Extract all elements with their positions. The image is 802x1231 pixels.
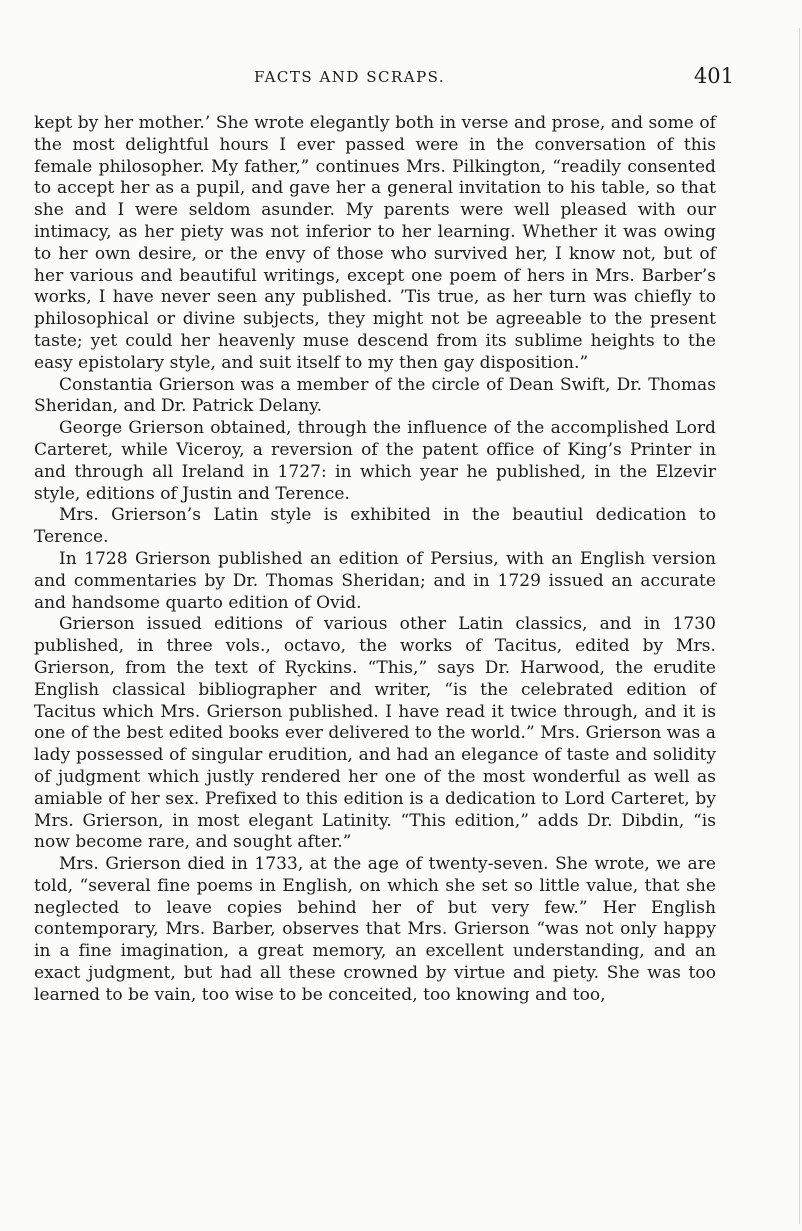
paragraph-tacitus: Grierson issued editions of various other Latin classics, and in 1730 published, in three vols., octavo, the works of Tacitus, edited by Mrs. Grierson, from the text of Ryckins. “This,” says Dr. Harwood, the erudite English classical bibliographer and writer, “is the celebrated edition of Tacitus which Mrs. Grierson published. I have read it twice through, and it is one of the best edited books ever delivered to the world.” Mrs. Grierson was a lady possessed of singular erudition, and had an elegance of taste and solidity of judgment which justly rendered her one of the most wonderful as well as amiable of her sex. Prefixed to this edition is a dedication to Lord Carteret, by Mrs. Grierson, in most elegant Latinity. “This edition,” adds Dr. Dibdin, “is now become rare, and sought after.” xyxy=(34,614,716,853)
paragraph-swift-circle: Constantia Grierson was a member of the circle of Dean Swift, Dr. Thomas Sheridan, and Dr. Patrick Delany. xyxy=(34,374,716,417)
paragraph-continued-quote: kept by her mother.’ She wrote elegantly both in verse and prose, and some of the most delightful hours I ever passed were in the conversation of this female philosopher. My father,” continues Mrs. Pilkington, “readily consented to accept her as a pupil, and gave her a general invitation to his table, so that she and I were seldom asunder. My parents were well pleased with our intimacy, as her piety was not inferior to her learning. Whether it was owing to her own desire, or the envy of those who survived her, I know not, but of her various and beautiful writings, except one poem of hers in Mrs. Barber’s works, I have never seen any published. ’Tis true, as her turn was chiefly to philosophical or divine subjects, they might not be agreeable to the present taste; yet could her heavenly muse descend from its sublime heights to the easy epistolary style, and suit itself to my then gay disposition.” xyxy=(34,113,716,373)
page-header xyxy=(44,64,734,94)
paragraph-persius-ovid: In 1728 Grierson published an edition of Persius, with an English version and commentaries by Dr. Thomas Sheridan; and in 1729 issued an accurate and handsome quarto edition of Ovid. xyxy=(34,548,716,613)
body-text xyxy=(34,113,716,1007)
running-head: FACTS AND SCRAPS. xyxy=(254,68,446,86)
paragraph-death: Mrs. Grierson died in 1733, at the age of twenty-seven. She wrote, we are told, “several fine poems in English, on which she set so little value, that she neglected to leave copies behind her of but very few.” Her English contemporary, Mrs. Barber, observes that Mrs. Grierson “was not only happy in a fine imagination, a great memory, an excellent understanding, and an exact judgment, but had all these crowned by virtue and piety. She was too learned to be vain, too wise to be conceited, too knowing and too, xyxy=(34,854,716,1005)
paragraph-latin-style: Mrs. Grierson’s Latin style is exhibited in the beautiul dedication to Terence. xyxy=(34,505,716,548)
page-edge-line xyxy=(799,28,800,1224)
page-number: 401 xyxy=(693,64,734,88)
paragraph-kings-printer: George Grierson obtained, through the influence of the accomplished Lord Carteret, while Viceroy, a reversion of the patent office of King’s Printer in and through all Ireland in 1727: in which year he published, in the Elzevir style, editions of Justin and Terence. xyxy=(34,418,716,504)
